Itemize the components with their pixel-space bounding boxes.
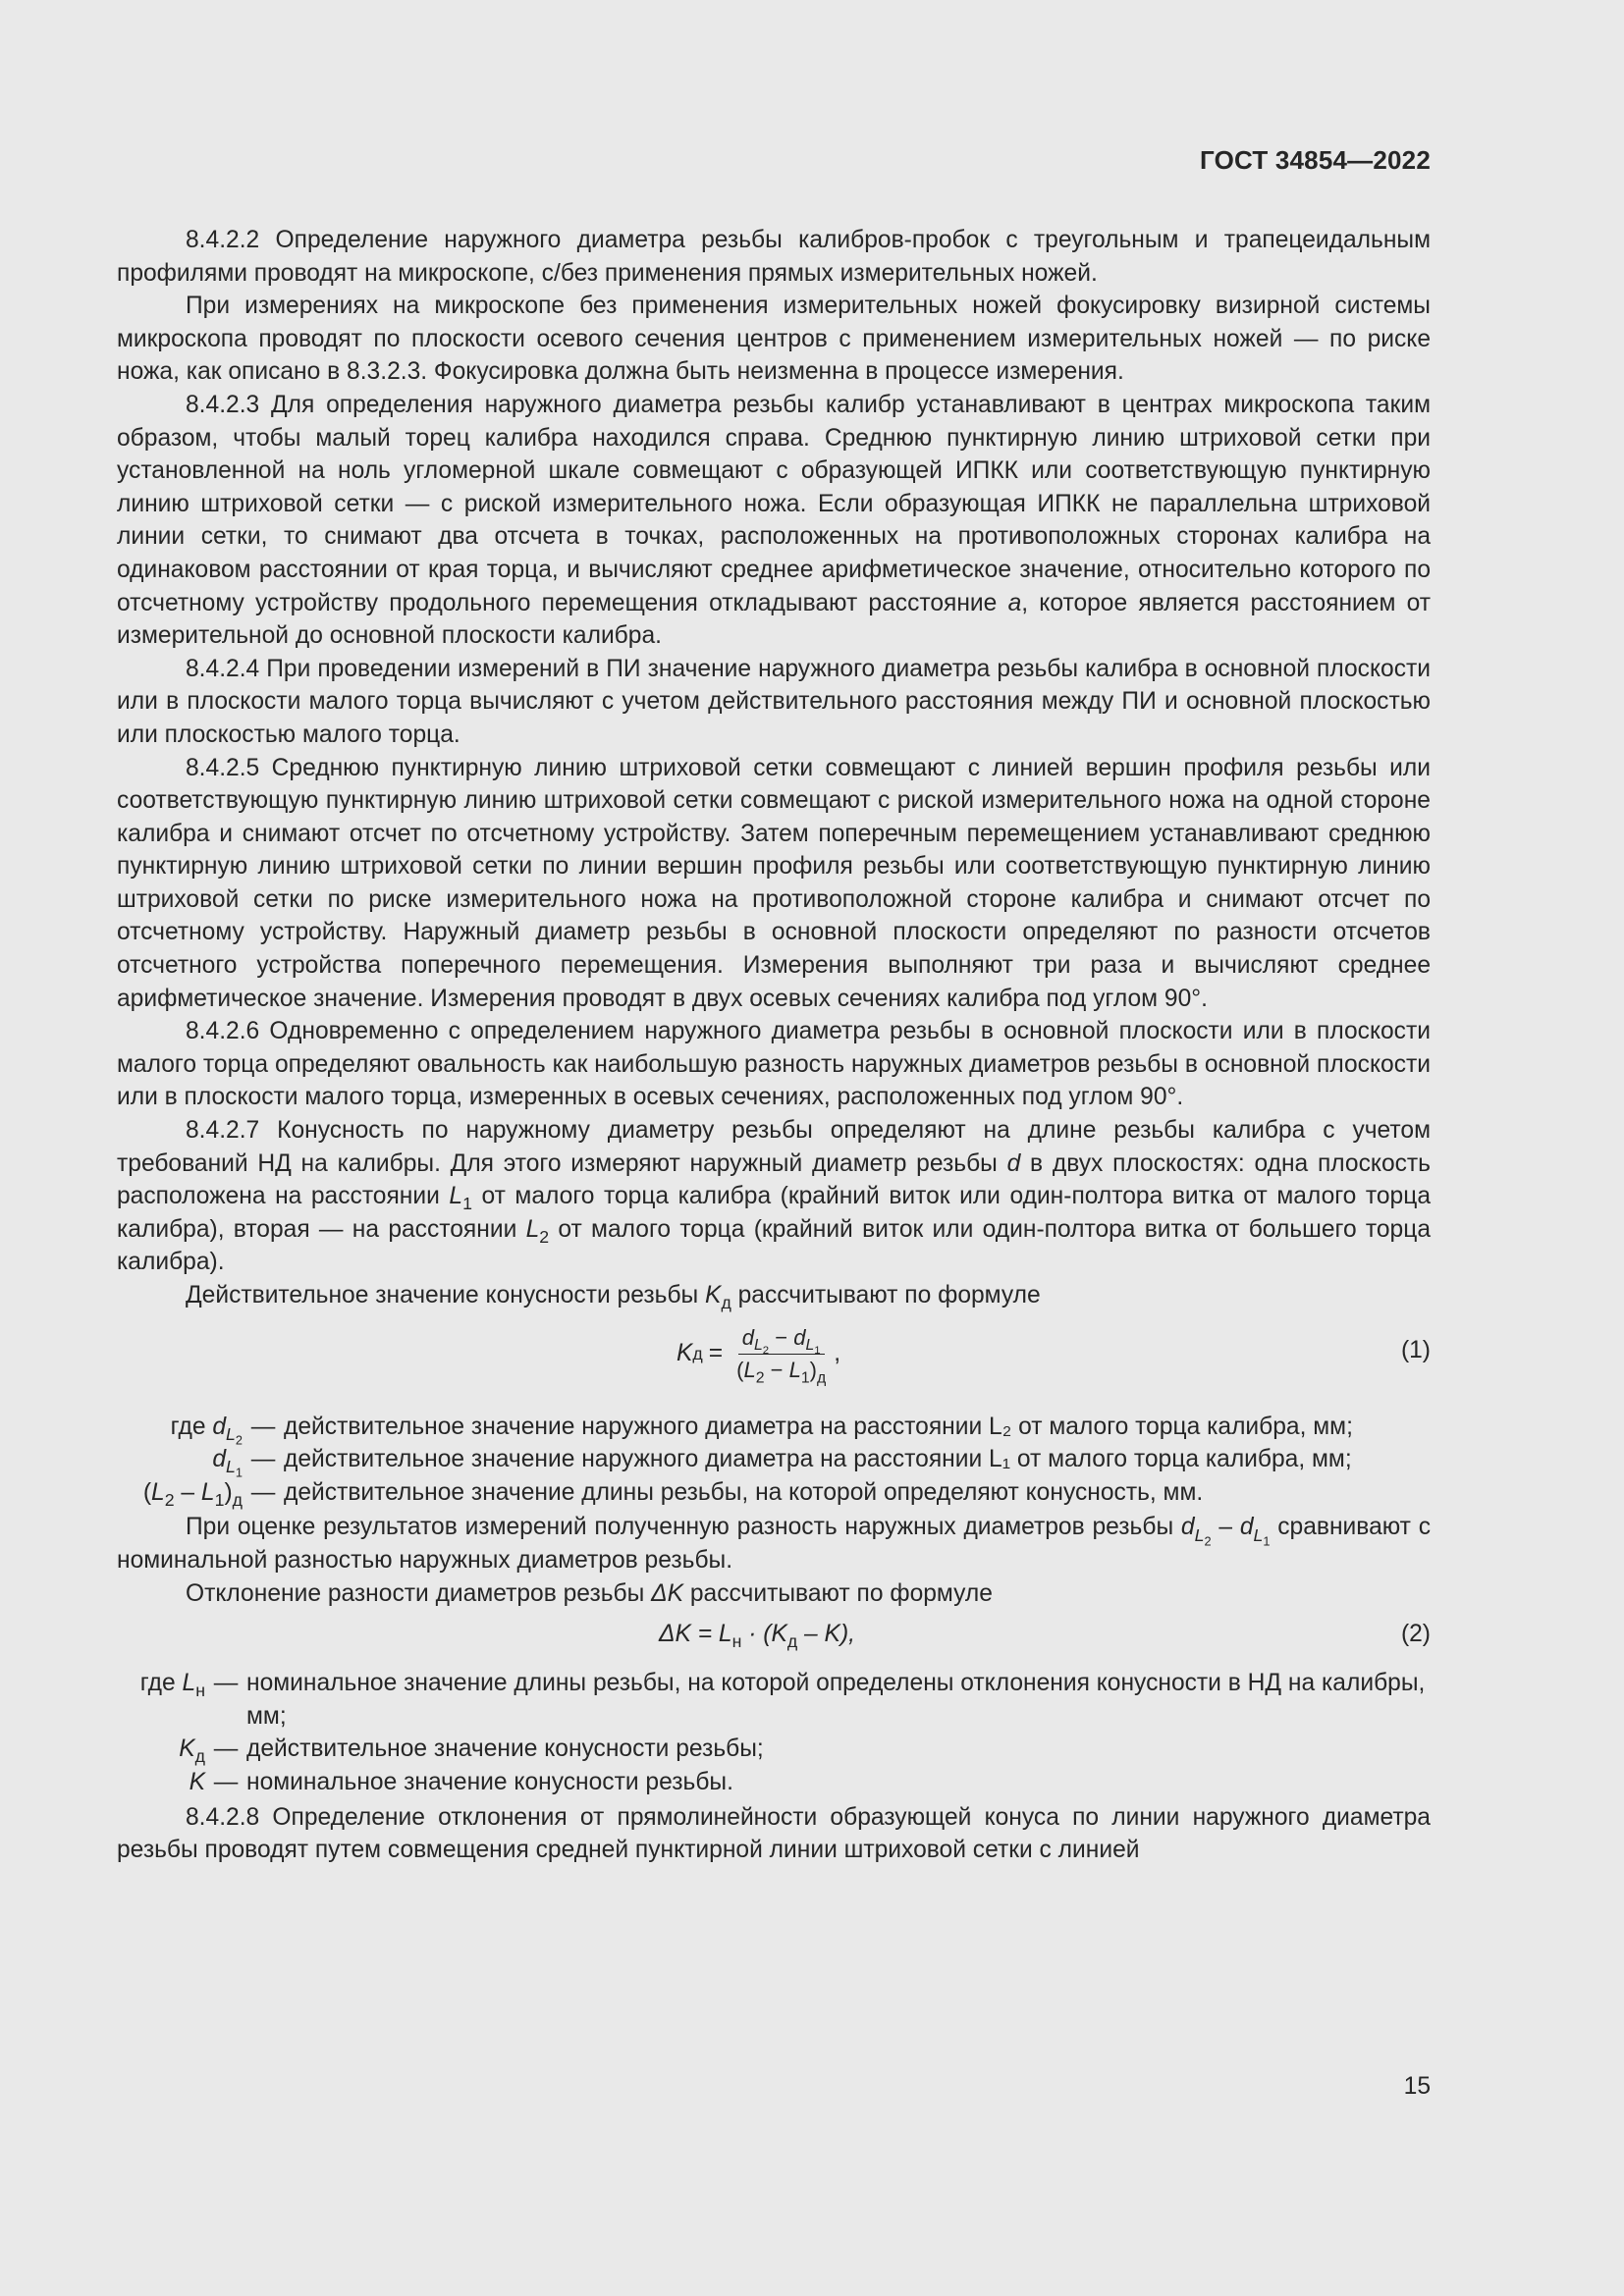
- paragraph-8-4-2-3: 8.4.2.3 Для определения наружного диаметра резьбы калибр устанавливают в центрах микроскопа таким образом, чтобы малый торец калибра находился справа. Среднюю пунктирную линию штриховой сетки при установленной на ноль угломерной шкале совмещают с образующей ИПКК или соответствующую пунктирную линию штриховой сетки — с риской измерительного ножа. Если образующая ИПКК не параллельна штриховой линии сетки, то снимают два отсчета в точках, расположенных на противоположных сторонах калибра на одинаковом расстоянии от края торца, и вычисляют среднее арифметическое значение, относительно которого по отсчетному устройству продольного перемещения откладывают расстояние a, которое является расстоянием от измерительной до основной плоскости калибра.: [117, 391, 1431, 650]
- formula-1-number: (1): [1400, 1336, 1431, 1363]
- formula-1-expression: K д = $\frac{d_{L_2} - d_{L_1}}{(L_2 - L_1)_д}$ ,: [677, 1324, 841, 1387]
- formula-2: [117, 1610, 1431, 1661]
- page-number: 15: [1403, 2073, 1431, 2100]
- formula-1-denominator: $(L_2 - L_1)_д$: [736, 1357, 827, 1387]
- formula-1-numerator: $d_{L_2} - d_{L_1}$: [738, 1324, 825, 1355]
- formula-2-expression: $\Delta K = L_н \cdot (K_д - K)$,: [659, 1621, 855, 1652]
- standard-header: ГОСТ 34854—2022: [1200, 145, 1431, 175]
- paragraph-8-4-2-4: 8.4.2.4 При проведении измерений в ПИ значение наружного диаметра резьбы калибра в основной плоскости или в плоскости малого торца вычисляют с учетом действительного расстояния между ПИ и основной плоскостью или плоскостью малого торца.: [117, 655, 1431, 748]
- paragraph-focusing: При измерениях на микроскопе без применения измерительных ножей фокусировку визирной системы микроскопа проводят по плоскости осевого сечения центров с применением измерительных ножей — по риске ножа, как описано в 8.3.2.3. Фокусировка должна быть неизменна в процессе измерения.: [117, 293, 1431, 386]
- paragraph-8-4-2-8: 8.4.2.8 Определение отклонения от прямолинейности образующей конуса по линии наружного диаметра резьбы проводят путем совмещения средней пунктирной линии штриховой сетки с линией: [117, 1803, 1431, 1864]
- paragraph-8-4-2-6: 8.4.2.6 Одновременно с определением наружного диаметра резьбы в основной плоскости или в плоскости малого торца определяют овальность как наибольшую разность наружных диаметров резьбы в основной плоскости или в плоскости малого торца, измеренных в осевых сечениях, расположенных под углом 90°.: [117, 1018, 1431, 1111]
- definition-length-difference: $(L_2 - L_1)_д$ — действительное значение длины резьбы, на которой определяют конусность, мм.: [142, 1478, 1204, 1510]
- definition-dL2: где $d_{L_2}$ — действительное значение наружного диаметра на расстоянии L₂ от малого торца калибра, мм;: [170, 1413, 1353, 1448]
- paragraph-conicity-intro: Действительное значение конусности резьбы $K_д$ рассчитывают по формуле: [186, 1282, 1041, 1313]
- formula-2-definitions: [117, 1667, 1431, 1798]
- paragraph-evaluation: При оценке результатов измерений полученную разность наружных диаметров резьбы $d_{L_2} - d_{L_1}$ сравнивают с номинальной разностью наружных диаметров резьбы.: [117, 1514, 1432, 1574]
- paragraph-8-4-2-5: 8.4.2.5 Среднюю пунктирную линию штриховой сетки совмещают с линией вершин профиля резьбы или соответствующую пунктирную линию штриховой сетки совмещают с риской измерительного ножа на одной стороне калибра и снимают отсчет по отсчетному устройству. Затем поперечным перемещением устанавливают среднюю пунктирную линию штриховой сетки по линии вершин профиля резьбы или соответствующую пунктирную линию штриховой сетки по риске измерительного ножа на противоположной стороне калибра и снимают отсчет по отсчетному устройству. Наружный диаметр резьбы в основной плоскости определяют по разности отсчетов отсчетного устройства поперечного перемещения. Измерения выполняют три раза и вычисляют среднее арифметическое значение. Измерения проводят в двух осевых сечениях калибра под углом 90°.: [117, 754, 1431, 1012]
- formula-2-number: (2): [1400, 1621, 1431, 1648]
- definition-Ln: где $L_н$ — номинальное значение длины резьбы, на которой определены отклонения конусности в НД на калибры, мм;: [139, 1670, 1426, 1730]
- definition-K: K — номинальное значение конусности резьбы.: [189, 1768, 733, 1795]
- document-body: [117, 224, 1431, 1867]
- formula-1: [117, 1312, 1431, 1405]
- paragraph-8-4-2-7: 8.4.2.7 Конусность по наружному диаметру резьбы определяют на длине резьбы калибра с учетом требований НД на калибры. Для этого измеряют наружный диаметр резьбы d в двух плоскостях: одна плоскость расположена на расстоянии $L_1$ от малого торца калибра (крайний виток или один-полтора витка от малого торца калибра), вторая — на расстоянии $L_2$ от малого торца (крайний виток или один-полтора витка от большего торца калибра).: [117, 1117, 1432, 1276]
- formula-1-definitions: [117, 1411, 1431, 1510]
- definition-dL1: $d_{L_1}$ — действительное значение наружного диаметра на расстоянии L₁ от малого торца калибра, мм;: [212, 1446, 1352, 1480]
- definition-Kd: $K_д$ — действительное значение конусности резьбы;: [179, 1735, 764, 1767]
- paragraph-deviation-intro: Отклонение разности диаметров резьбы ΔK рассчитывают по формуле: [186, 1579, 993, 1607]
- formula-1-fraction: [732, 1324, 830, 1387]
- paragraph-8-4-2-2: 8.4.2.2 Определение наружного диаметра резьбы калибров-пробок с треугольным и трапецеидальным профилями проводят на микроскопе, с/без применения прямых измерительных ножей.: [117, 227, 1431, 287]
